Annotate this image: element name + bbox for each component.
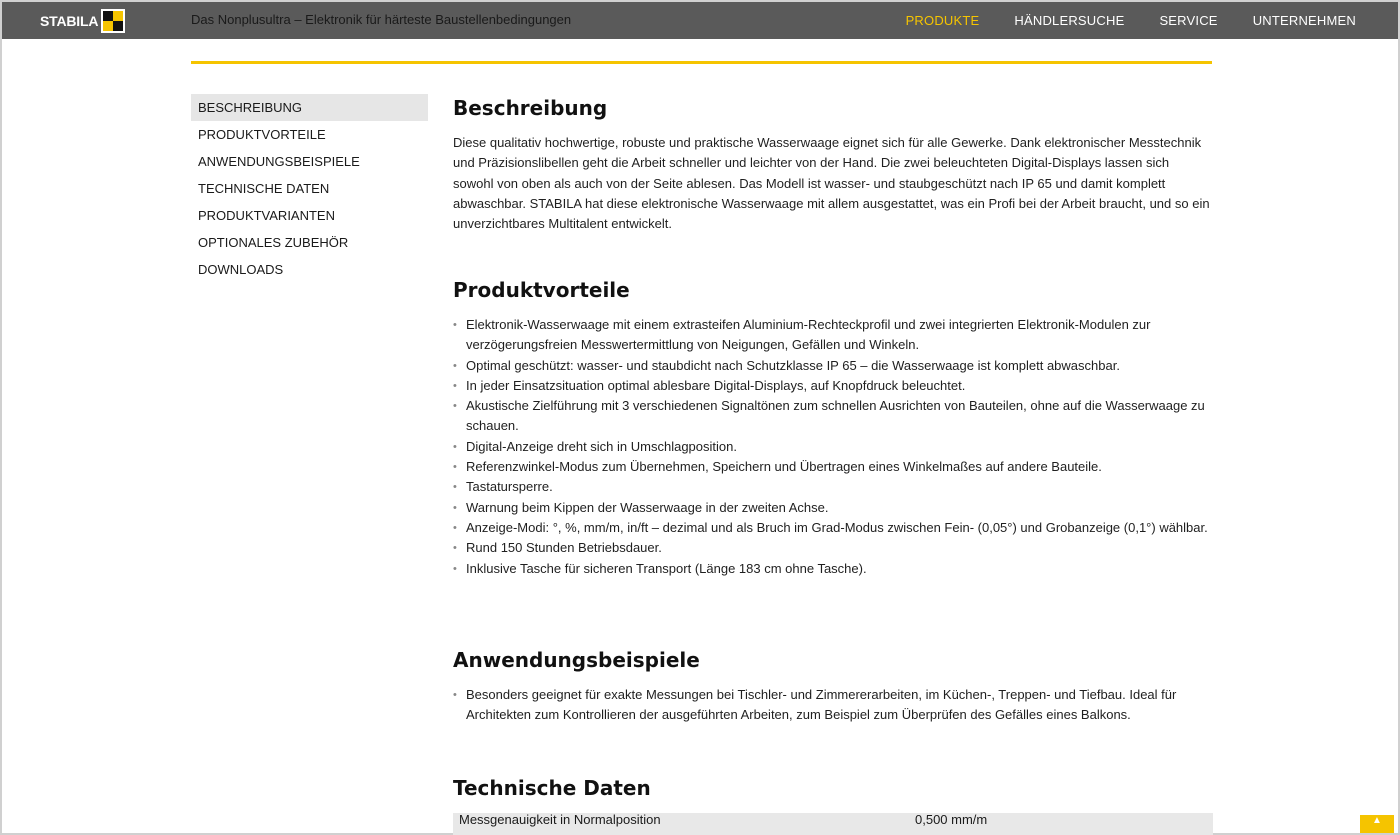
sidenav-item-downloads[interactable]: DOWNLOADS <box>198 262 284 277</box>
stabila-logo[interactable] <box>40 8 125 34</box>
list-item: • Anzeige-Modi: °, %, mm/m, in/ft – dezimal und als Bruch im Grad-Modus zwischen Fein- (0,05°) und Grobanzeige (0,1°) wählbar. <box>453 518 1213 538</box>
arrow-up-icon: ▲ <box>1372 815 1382 826</box>
table-row <box>453 813 1213 835</box>
nav-unternehmen[interactable]: UNTERNEHMEN <box>1252 13 1356 28</box>
scroll-top-button[interactable] <box>1360 815 1394 833</box>
section-nav <box>191 94 428 283</box>
section-title: Technische Daten <box>453 776 651 800</box>
section-title: Produktvorteile <box>453 278 630 302</box>
list-item: • Optimal geschützt: wasser- und staubdicht nach Schutzklasse IP 65 – die Wasserwaage ist komplett abwaschbar. <box>453 356 1213 376</box>
nav-service[interactable]: SERVICE <box>1159 13 1218 28</box>
description-text: Diese qualitativ hochwertige, robuste und praktische Wasserwaage eignet sich für alle Gewerke. Dank elektronischer Messtechnik und Präzisionslibellen geht die Arbeit schneller und leichter von der Hand. Die zwei beleuchteten Digital-Displays lassen sich sowohl von oben als auch von der Seite ablesen. Das Modell ist wasser- und staubgeschützt nach IP 65 und damit komplett abwaschbar. STABILA hat diese elektronische Wasserwaage mit allem ausgestattet, was ein Profi bei der Arbeit braucht, und so ein unverzichtbares Multitalent entwickelt. <box>453 135 1210 232</box>
sidenav-item-produktvorteile[interactable]: PRODUKTVORTEILE <box>198 127 326 142</box>
header-tagline: Das Nonplusultra – Elektronik für härteste Baustellenbedingungen <box>191 12 572 27</box>
sidenav-item-anwendungsbeispiele[interactable]: ANWENDUNGSBEISPIELE <box>198 154 360 169</box>
section-title: Beschreibung <box>453 96 608 120</box>
tech-label: Messgenauigkeit in Normalposition <box>459 813 661 827</box>
examples-list <box>453 685 1213 726</box>
main-nav <box>906 2 1356 39</box>
list-item: • Referenzwinkel-Modus zum Übernehmen, Speichern und Übertragen eines Winkelmaßes auf andere Bauteile. <box>453 457 1213 477</box>
list-item: • Besonders geeignet für exakte Messungen bei Tischler- und Zimmererarbeiten, im Küchen-, Treppen- und Tiefbau. Ideal für Architekten zum Kontrollieren der ausgeführten Arbeiten, zum Beispiel zum Überprüfen des Gefälles eines Balkons. <box>453 685 1213 726</box>
nav-produkte[interactable]: PRODUKTE <box>905 13 980 28</box>
section-produktvorteile <box>453 278 1213 579</box>
list-item: • Rund 150 Stunden Betriebsdauer. <box>453 538 1213 558</box>
nav-haendlersuche[interactable]: HÄNDLERSUCHE <box>1014 13 1125 28</box>
top-header <box>2 2 1398 39</box>
list-item: • Elektronik-Wasserwaage mit einem extrasteifen Aluminium-Rechteckprofil und zwei integrierten Elektronik-Modulen zur verzögerungsfreien Messwertermittlung von Neigungen, Gefällen und Winkeln. <box>453 315 1213 356</box>
section-title: Anwendungsbeispiele <box>453 648 700 672</box>
list-item: • Tastatursperre. <box>453 477 1213 497</box>
sidenav-item-beschreibung[interactable]: BESCHREIBUNG <box>191 94 428 121</box>
sidenav-item-technische-daten[interactable]: TECHNISCHE DATEN <box>198 181 330 196</box>
logo-mark-icon <box>101 9 125 33</box>
list-item: • Warnung beim Kippen der Wasserwaage in der zweiten Achse. <box>453 498 1213 518</box>
section-beschreibung <box>453 96 1213 234</box>
advantages-list <box>453 315 1213 579</box>
yellow-divider <box>191 61 1212 64</box>
section-technische-daten <box>453 776 1213 835</box>
sidenav-item-optionales-zubehoer[interactable]: OPTIONALES ZUBEHÖR <box>198 235 349 250</box>
sidenav-item-produktvarianten[interactable]: PRODUKTVARIANTEN <box>198 208 335 223</box>
logo-text: STABILA <box>40 13 99 29</box>
tech-value: 0,500 mm/m <box>915 813 988 827</box>
list-item: • Digital-Anzeige dreht sich in Umschlagposition. <box>453 437 1213 457</box>
list-item: • In jeder Einsatzsituation optimal ablesbare Digital-Displays, auf Knopfdruck beleuchtet. <box>453 376 1213 396</box>
list-item: • Inklusive Tasche für sicheren Transport (Länge 183 cm ohne Tasche). <box>453 559 1213 579</box>
list-item: • Akustische Zielführung mit 3 verschiedenen Signaltönen zum schnellen Ausrichten von Bauteilen, ohne auf die Wasserwaage zu schauen. <box>453 396 1213 437</box>
section-anwendungsbeispiele <box>453 648 1213 726</box>
